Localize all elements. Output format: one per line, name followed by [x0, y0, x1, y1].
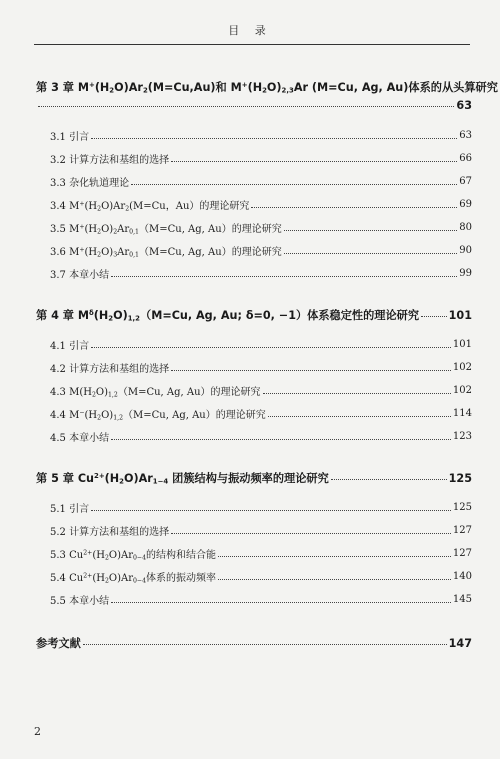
section-3-5[interactable]: 3.5 $M^+(H_2O)_2Ar_{0,1}(M=Cu$, Ag, Au）的理论研究 80 — [50, 222, 472, 236]
chapter-5-title[interactable]: 第 5 章 $Cu^{2+}(H_2O)Ar_{1-4}$ 团簇结构与振动频率的理论研究 125 — [36, 472, 472, 486]
section-3-1[interactable]: 3.1 引言 63 — [50, 130, 472, 143]
section-5-3[interactable]: 5.3 $Cu^{2+}(H_2O)Ar_{0-4}$的结构和结合能 127 — [50, 548, 472, 562]
section-3-4[interactable]: 3.4 $M^+(H_2O)Ar_2(M=Cu$，Au）的理论研究 69 — [50, 199, 472, 213]
chapter-3-title[interactable]: 第 3 章 $M^+(H_2O)Ar_2(M=Cu,Au)$和 $M^+(H_2O)_{2,3}Ar$ (M=Cu, Ag, Au)体系的从头算研究 — [36, 81, 498, 95]
section-5-5[interactable]: 5.5 本章小结 145 — [50, 594, 472, 607]
chapter-4-title[interactable]: 第 4 章 $M^\delta(H_2O)_{1,2}(M=Cu$, Ag, Au; δ=0, −1）体系稳定性的理论研究 101 — [36, 309, 472, 323]
section-5-1[interactable]: 5.1 引言 125 — [50, 502, 472, 515]
chapter-3-page: 63 — [456, 99, 472, 112]
section-3-2[interactable]: 3.2 计算方法和基组的选择 66 — [50, 153, 472, 166]
chapter-4-page: 101 — [448, 309, 472, 322]
section-4-4[interactable]: 4.4 $M^-(H_2O)_{1,2}(M=Cu$, Ag, Au）的理论研究 114 — [50, 408, 472, 422]
section-4-3[interactable]: 4.3 $M(H_2O)_{1,2}(M=Cu$, Ag, Au）的理论研究 102 — [50, 385, 472, 399]
chapter-4 — [36, 307, 472, 448]
section-5-2[interactable]: 5.2 计算方法和基组的选择 127 — [50, 525, 472, 538]
page-number: 2 — [34, 725, 41, 738]
section-5-4[interactable]: 5.4 $Cu^{2+}(H_2O)Ar_{0-4}$体系的振动频率 140 — [50, 571, 472, 585]
section-4-2[interactable]: 4.2 计算方法和基组的选择 102 — [50, 362, 472, 375]
section-3-3[interactable]: 3.3 杂化轨道理论 67 — [50, 176, 472, 189]
section-4-5[interactable]: 4.5 本章小结 123 — [50, 431, 472, 444]
section-3-7[interactable]: 3.7 本章小结 99 — [50, 268, 472, 281]
references-label: 参考文献 — [36, 637, 81, 650]
section-4-1[interactable]: 4.1 引言 101 — [50, 339, 472, 352]
chapter-3 — [36, 80, 498, 285]
table-of-contents — [36, 80, 498, 651]
chapter-5-page: 125 — [448, 472, 472, 485]
chapter-5 — [36, 470, 472, 611]
chapter-3-leader — [36, 99, 472, 112]
header-rule — [34, 44, 470, 45]
running-head: 目 录 — [228, 24, 272, 37]
section-3-6[interactable]: 3.6 $M^+(H_2O)_3Ar_{0,1}(M=Cu$, Ag, Au）的理论研究 90 — [50, 245, 472, 259]
references-entry[interactable] — [36, 635, 472, 651]
references-page: 147 — [448, 637, 472, 650]
